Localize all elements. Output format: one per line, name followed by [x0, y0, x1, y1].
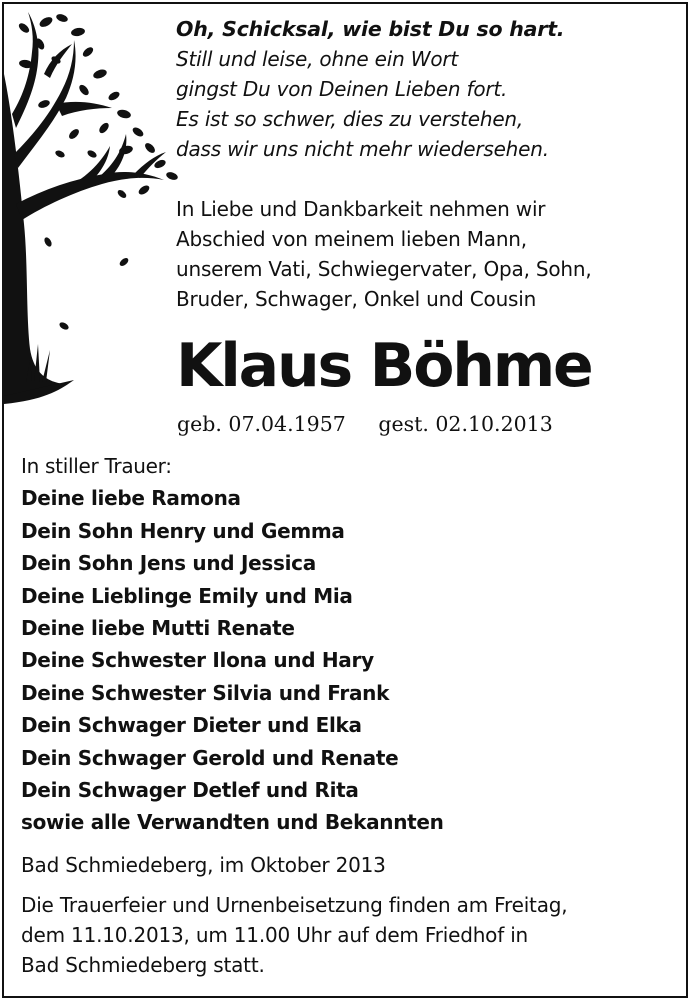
mourner-entry: sowie alle Verwandten und Bekannten: [21, 810, 444, 835]
intro-line: Abschied von meinem lieben Mann,: [176, 227, 527, 251]
poem-title: Oh, Schicksal, wie bist Du so hart.: [176, 17, 565, 41]
deceased-name: Klaus Böhme: [176, 331, 592, 401]
place-and-date: Bad Schmiedeberg, im Oktober 2013: [21, 853, 386, 877]
death-date: gest. 02.10.2013: [378, 412, 553, 436]
mourner-entry: Deine Lieblinge Emily und Mia: [21, 583, 353, 608]
intro-line: Bruder, Schwager, Onkel und Cousin: [176, 287, 537, 311]
mourner-entry: Dein Sohn Jens und Jessica: [21, 551, 316, 576]
mourner-entry: Dein Schwager Gerold und Renate: [21, 745, 399, 770]
service-line: dem 11.10.2013, um 11.00 Uhr auf dem Friedhof in: [21, 923, 529, 947]
mourner-entry: Deine Schwester Silvia und Frank: [21, 680, 390, 705]
mourner-entry: Dein Schwager Dieter und Elka: [21, 713, 362, 738]
intro-line: unserem Vati, Schwiegervater, Opa, Sohn,: [176, 257, 592, 281]
poem-line: gingst Du von Deinen Lieben fort.: [176, 77, 508, 101]
mourner-entry: Deine liebe Ramona: [21, 486, 241, 511]
mourners-lead: In stiller Trauer:: [21, 454, 172, 478]
tree-silhouette-icon: [4, 4, 194, 408]
poem-line: dass wir uns nicht mehr wiedersehen.: [176, 137, 549, 161]
service-info: [21, 890, 681, 980]
mourner-entry: Dein Schwager Detlef und Rita: [21, 778, 359, 803]
poem-line: Es ist so schwer, dies zu verstehen,: [176, 107, 524, 131]
intro-line: In Liebe und Dankbarkeit nehmen wir: [176, 197, 546, 221]
poem: [176, 14, 676, 164]
service-line: Die Trauerfeier und Urnenbeisetzung finden am Freitag,: [21, 893, 568, 917]
poem-line: Still und leise, ohne ein Wort: [176, 47, 459, 71]
birth-date: geb. 07.04.1957: [177, 412, 346, 436]
service-line: Bad Schmiedeberg statt.: [21, 953, 265, 977]
mourner-entry: Dein Sohn Henry und Gemma: [21, 518, 345, 543]
life-dates: [177, 410, 553, 438]
mourner-entry: Deine liebe Mutti Renate: [21, 616, 295, 641]
mourners-list: [21, 450, 681, 839]
intro-text: [176, 194, 676, 314]
mourner-entry: Deine Schwester Ilona und Hary: [21, 648, 374, 673]
